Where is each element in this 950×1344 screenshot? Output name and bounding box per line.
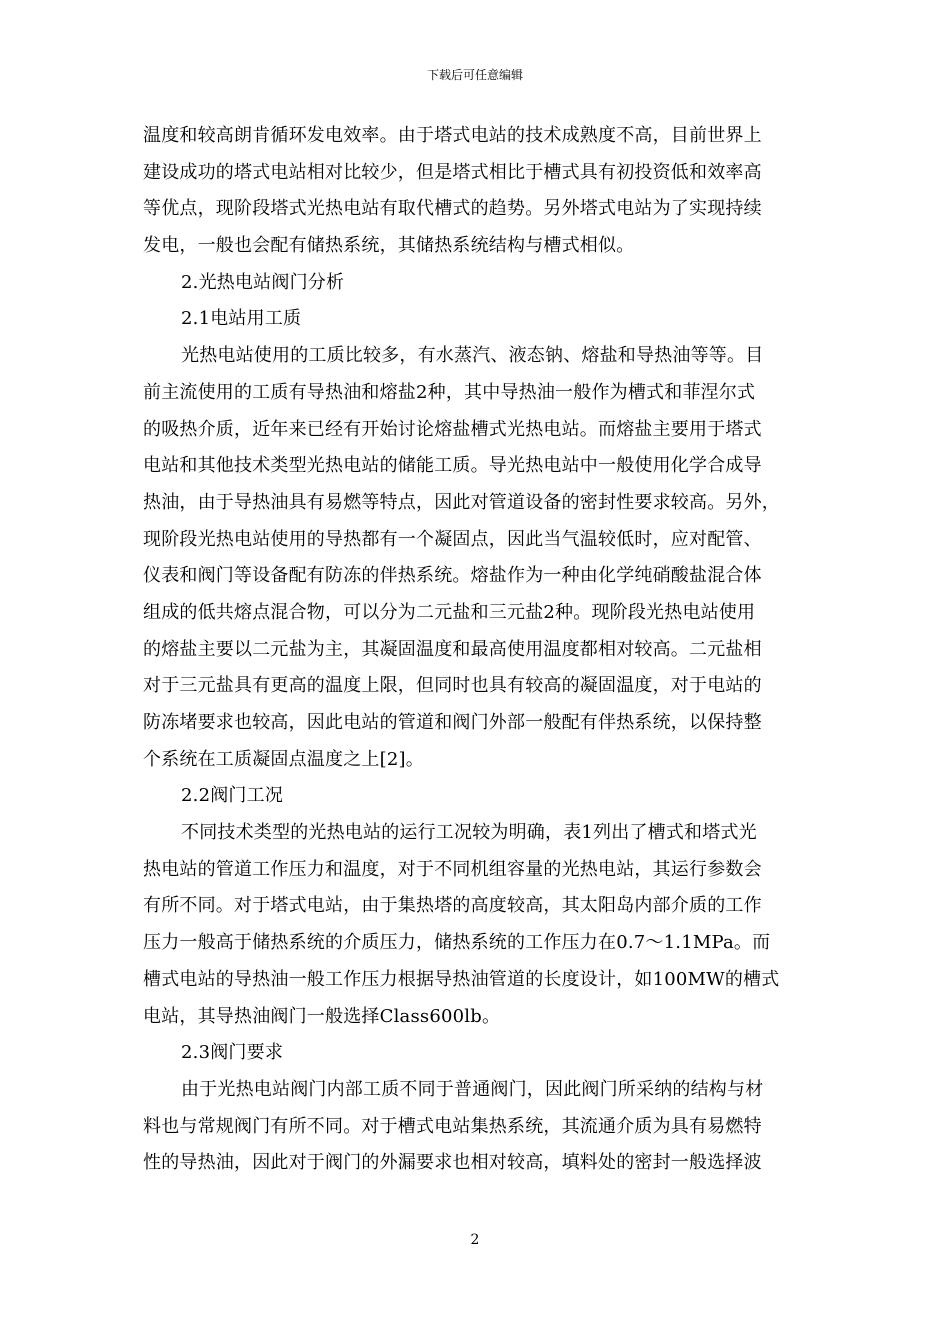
text-line: 前主流使用的工质有导热油和熔盐2种，其中导热油一般作为槽式和菲涅尔式 [143,381,756,403]
text-line: 压力一般高于储热系统的介质压力，储热系统的工作压力在0.7～1.1MPa。而 [143,932,771,954]
text-line: 槽式电站的导热油一般工作压力根据导热油管道的长度设计，如100MW的槽式 [143,968,780,990]
subsection-heading: 2.2阀门工况 [181,785,284,807]
text-line: 个系统在工质凝固点温度之上[2]。 [143,748,424,770]
paragraph-start: 不同技术类型的光热电站的运行工况较为明确，表1列出了槽式和塔式光 [181,822,757,844]
text-line: 热电站的管道工作压力和温度，对于不同机组容量的光热电站，其运行参数会 [143,858,762,880]
text-line: 热油，由于导热油具有易燃等特点，因此对管道设备的密封性要求较高。另外， [143,491,780,513]
text-line: 防冻堵要求也较高，因此电站的管道和阀门外部一般配有伴热系统，以保持整 [143,712,762,733]
subsection-heading: 2.3阀门要求 [181,1042,284,1064]
text-line: 现阶段光热电站使用的导热都有一个凝固点，因此当气温较低时，应对配管、 [143,528,762,550]
text-line: 电站，其导热油阀门一般选择Class600lb。 [143,1005,501,1027]
text-line: 的熔盐主要以二元盐为主，其凝固温度和最高使用温度都相对较高。二元盐相 [143,638,762,660]
text-line: 等优点，现阶段塔式光热电站有取代槽式的趋势。另外塔式电站为了实现持续 [143,198,762,220]
text-line: 对于三元盐具有更高的温度上限，但同时也具有较高的凝固温度，对于电站的 [143,675,762,697]
text-line: 性的导热油，因此对于阀门的外漏要求也相对较高，填料处的密封一般选择波 [143,1152,762,1174]
text-line: 的吸热介质，近年来已经有开始讨论熔盐槽式光热电站。而熔盐主要用于塔式 [143,418,762,440]
text-line: 电站和其他技术类型光热电站的储能工质。导光热电站中一般使用化学合成导 [143,455,762,477]
paragraph-start: 光热电站使用的工质比较多，有水蒸汽、液态钠、熔盐和导热油等等。目 [181,345,764,367]
page-header: 下载后可任意编辑 [426,68,523,82]
text-line: 有所不同。对于塔式电站，由于集热塔的高度较高，其太阳岛内部介质的工作 [143,895,762,917]
text-line: 料也与常规阀门有所不同。对于槽式电站集热系统，其流通介质为具有易燃特 [143,1115,762,1137]
text-line: 仪表和阀门等设备配有防冻的伴热系统。熔盐作为一种由化学纯硝酸盐混合体 [143,565,762,587]
section-heading: 2.光热电站阀门分析 [181,271,345,293]
body-text [143,118,807,1182]
paragraph-start: 由于光热电站阀门内部工质不同于普通阀门，因此阀门所采纳的结构与材 [181,1078,764,1100]
text-line: 温度和较高朗肯循环发电效率。由于塔式电站的技术成熟度不高，目前世界上 [143,125,762,146]
page-number: 2 [470,1232,480,1248]
text-line: 发电，一般也会配有储热系统，其储热系统结构与槽式相似。 [143,235,635,257]
subsection-heading: 2.1电站用工质 [181,308,302,330]
text-line: 组成的低共熔点混合物，可以分为二元盐和三元盐2种。现阶段光热电站使用 [143,601,756,623]
text-line: 建设成功的塔式电站相对比较少，但是塔式相比于槽式具有初投资低和效率高 [143,161,762,183]
